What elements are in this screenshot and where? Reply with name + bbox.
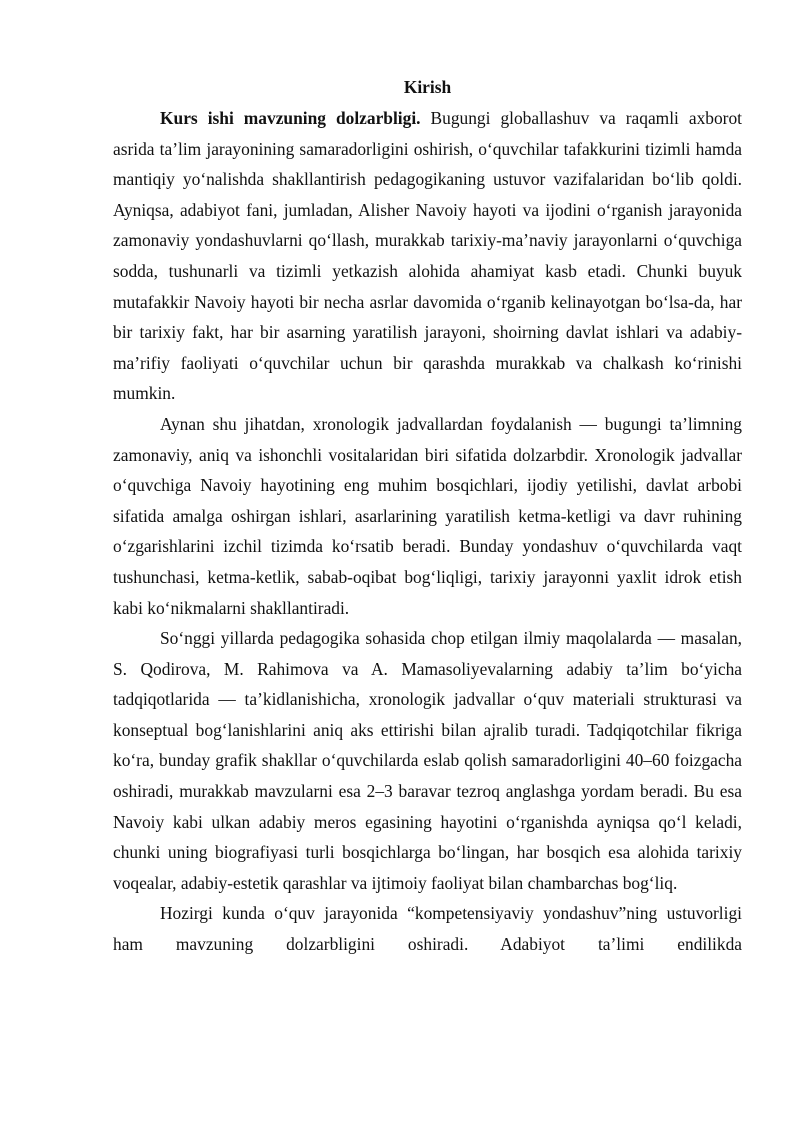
paragraph-lead-heading: Kurs ishi mavzuning dolzarbligi.: [160, 108, 421, 128]
paragraph-relevance: [113, 103, 742, 409]
paragraph-research-review: [113, 623, 742, 898]
paragraph-text: Aynan shu jihatdan, xronologik jadvallardan foydalanish — bugungi ta’limning zamonaviy, aniq va ishonchli vositalaridan biri sifatida dolzarbdir. Xronologik jadvallar o‘quvchiga Navoiy hayotining eng muhim bosqichlari, ijodiy yetilishi, davlat arbobi sifatida amalga oshirgan ishlari, asarlarining yaratilish ketma-ketligi va davr ruhining o‘zgarishlarini izchil tizimda ko‘rsatib beradi. Bunday yondashuv o‘quvchilarda vaqt tushunchasi, ketma-ketlik, sabab-oqibat bog‘liqligi, tarixiy jarayonni yaxlit idrok etish kabi ko‘nikmalarni shakllantiradi.: [113, 413, 742, 618]
paragraph-text: Hozirgi kunda o‘quv jarayonida “kompetensiyaviy yondashuv”ning ustuvorligi ham mavzuning dolzarbligini oshiradi. Adabiyot ta’limi endilikda: [113, 903, 742, 955]
paragraph-text: So‘nggi yillarda pedagogika sohasida chop etilgan ilmiy maqolalarda — masalan, S. Qodirova, M. Rahimova va A. Mamasoliyevalarning adabiy ta’lim bo‘yicha tadqiqotlarida — ta’kidlanishicha, xronologik jadvallar o‘quv materiali strukturasi va konseptual bog‘lanishlarini aniq aks ettirishi bilan ajralib turadi. Tadqiqotchilar fikriga ko‘ra, bunday grafik shakllar o‘quvchilarda eslab qolish samaradorligini 40–60 foizgacha oshiradi, murakkab mavzularni esa 2–3 baravar tezroq anglashga yordam beradi. Bu esa Navoiy kabi ulkan adabiy meros egasining hayotini o‘rganishda ayniqsa qo‘l keladi, chunki uning biografiyasi turli bosqichlarga bo‘lingan, har bosqich esa alohida tarixiy voqealar, adabiy-estetik qarashlar va ijtimoiy faoliyat bilan chambarchas bog‘liq.: [113, 628, 742, 893]
section-title: Kirish: [403, 77, 452, 97]
paragraph-competency-approach: [113, 898, 742, 959]
paragraph-text: Bugungi globallashuv va raqamli axborot asrida ta’lim jarayonining samaradorligini oshirish, o‘quvchilar tafakkurini tizimli hamda mantiqiy yo‘nalishda shakllantirish pedagogikaning ustuvor vazifalaridan bo‘lib qoldi. Ayniqsa, adabiyot fani, jumladan, Alisher Navoiy hayoti va ijodini o‘rganish jarayonida zamonaviy yondashuvlarni qo‘llash, murakkab tarixiy-ma’naviy jarayonlarni o‘quvchiga sodda, tushunarli va tizimli yetkazish alohida ahamiyat kasb etadi. Chunki buyuk mutafakkir Navoiy hayoti bir necha asrlar davomida o‘rganib kelinayotgan bo‘lsa-da, har bir tarixiy fakt, har bir asarning yaratilish jarayoni, shoirning davlat ishlari va adabiy-ma’rifiy faoliyati o‘quvchilar uchun bir qarashda murakkab va chalkash ko‘rinishi mumkin.: [113, 108, 743, 404]
paragraph-chronological-tables: [113, 409, 742, 623]
document-page: [113, 72, 742, 960]
